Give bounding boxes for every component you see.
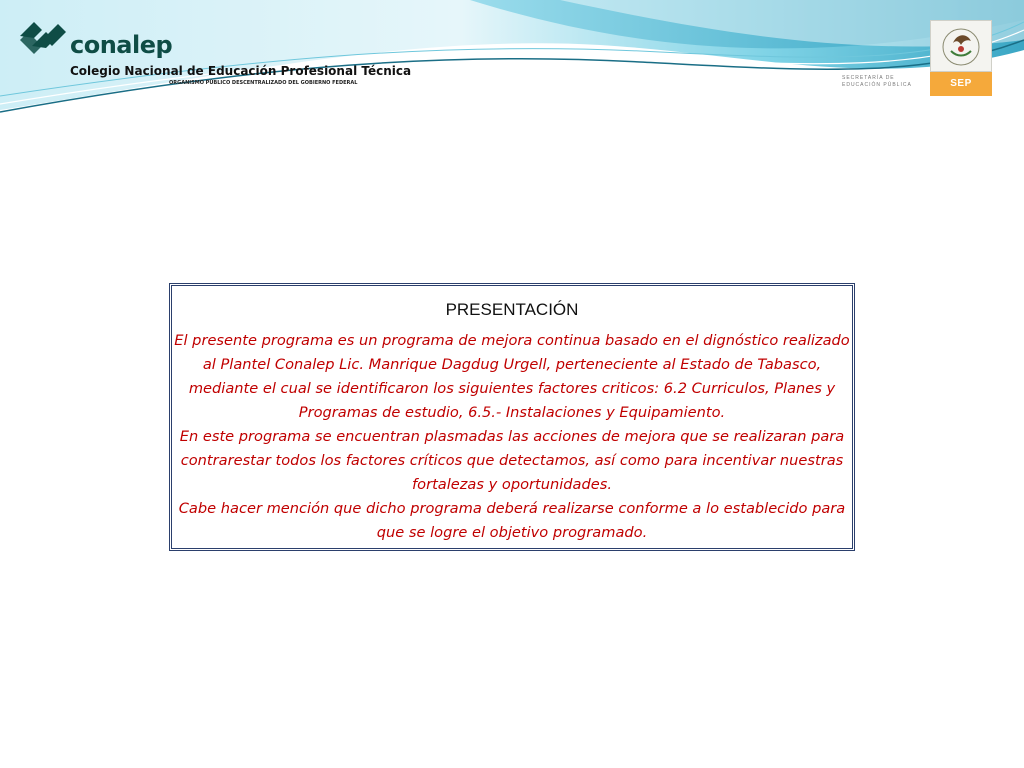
presentation-paragraph-2: En este programa se encuentran plasmadas las acciones de mejora que se realizaran para contrarestar todos los factores críticos que detectamos, así como para incentivar nuestras fortalezas y oportunidades. xyxy=(179,428,845,493)
eagle-emblem-icon xyxy=(930,20,992,72)
presentation-paragraph-3: Cabe hacer mención que dicho programa deberá realizarse conforme a lo establecido para que se logre el objetivo programado. xyxy=(178,500,846,541)
conalep-logo xyxy=(18,18,412,93)
logo-subtitle-secondary: ORGANISMO PÚBLICO DESCENTRALIZADO DEL GOBIERNO FEDERAL xyxy=(169,80,358,86)
presentation-paragraph-1: El presente programa es un programa de mejora continua basado en el dignóstico realizado al Plantel Conalep Lic. Manrique Dagdug Urgell, perteneciente al Estado de Tabasco, mediante el cual se identificaron los siguientes factores criticos: 6.2 Curriculos, Planes y Programas de estudio, 6.5.- Instalaciones y Equipamiento. xyxy=(174,332,850,421)
presentation-body xyxy=(168,329,856,545)
conalep-mark-icon xyxy=(18,18,66,60)
presentation-title: PRESENTACIÓN xyxy=(445,300,579,319)
logo-name: conalep xyxy=(70,31,173,59)
sep-caption xyxy=(842,75,912,89)
sep-logo xyxy=(930,20,992,96)
sep-caption-line-1: SECRETARÍA DE xyxy=(842,75,895,81)
logo-subtitle: Colegio Nacional de Educación Profesional Técnica xyxy=(70,64,412,78)
sep-badge: SEP xyxy=(930,72,992,96)
presentation-box xyxy=(169,283,855,551)
sep-caption-line-2: EDUCACIÓN PÚBLICA xyxy=(842,82,912,88)
